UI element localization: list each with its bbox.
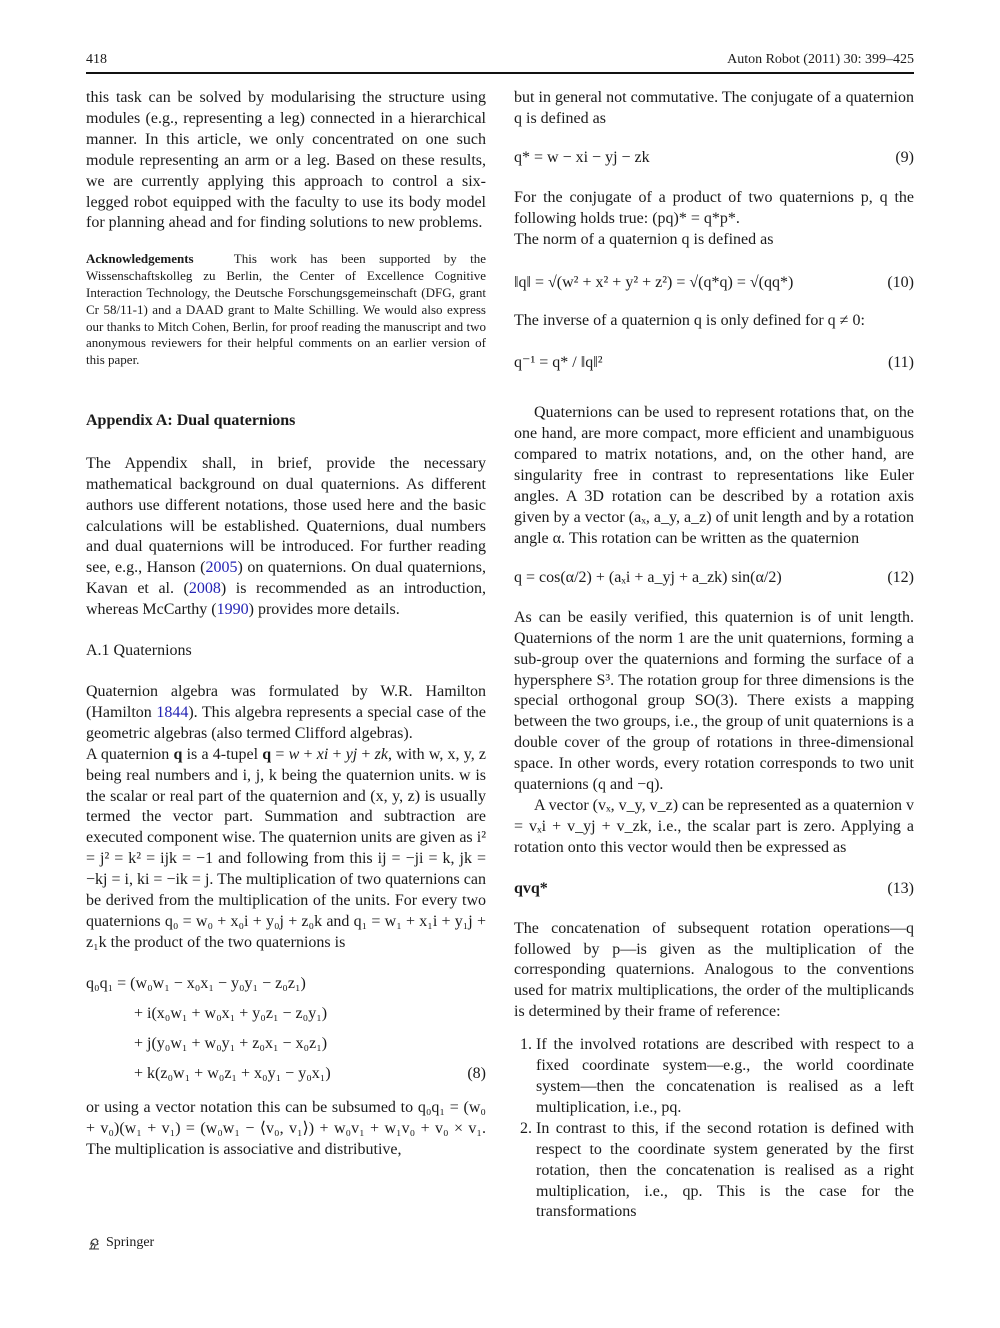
subsection-heading: A.1 Quaternions: [86, 642, 192, 660]
equation-10: ‖q‖ = √(w² + x² + y² + z²) = √(q*q) = √(qq*) (10): [514, 273, 914, 299]
equation-11: q⁻¹ = q* / ‖q‖² (11): [514, 353, 914, 383]
ack-heading: Acknowledgements: [86, 251, 194, 267]
running-header: [86, 52, 914, 74]
concatenation-paragraph: The concatenation of subsequent rotation operations—q followed by p—is given as the multiplication of the corresponding quaternions. Analogous to the conventions used for matrix multiplications, the order of the multiplicands is determined by their frame of reference:: [514, 919, 914, 1021]
rotation-paragraph: Quaternions can be used to represent rotations that, on the one hand, are more compact, more efficient and unambiguous compared to matrix notations, and, on the other hand, are singularity free in contrast to representations like Euler angles. A 3D rotation can be described by a rotation axis given by a vector (aₓ, a_y, a_z) of unit length and by a rotation angle α. This rotation can be written as the quaternion: [514, 404, 914, 547]
appendix-heading: Appendix A: Dual quaternions: [86, 411, 296, 429]
citation-mccarthy[interactable]: 1990: [216, 601, 249, 619]
citation-hanson[interactable]: 2005: [205, 559, 238, 577]
header-rule: [86, 72, 914, 74]
inverse-intro: The inverse of a quaternion q is only defined for q ≠ 0:: [514, 311, 865, 329]
norm-intro: The norm of a quaternion q is defined as: [514, 230, 774, 248]
eq11-number: (11): [887, 354, 914, 372]
eq10-number: (10): [887, 273, 914, 291]
page-footer: [86, 1235, 154, 1251]
left-column: [86, 88, 486, 1160]
list-item: 1. If the involved rotations are described with respect to a fixed coordinate system—e.g., the world coordinate system—then the concatenation is realised as a left multiplication, i.e., pq.: [536, 1035, 914, 1119]
vector-notation-paragraph: or using a vector notation this can be subsumed to q₀q₁ = (w₀ + v₀)(w₁ + v₁) = (w₀w₁ − ⟨v₀, v₁⟩) + w₀v₁ + w₁v₀ + v₀ × v₁. The multiplication is associative and distributive,: [86, 1098, 486, 1158]
citation-kavan[interactable]: 2008: [188, 580, 221, 598]
ack-text: This work has been supported by the Wissenschaftskolleg zu Berlin, the Center of Excellence Cognitive Interaction Technology, the Deutsche Forschungsgemeinschaft (DFG, grant Cr 58/11-1) and a DAAD grant to Malte Schilling. We would also express our thanks to Mitch Cohen, Berlin, for proof reading the manuscript and two anonymous reviewers for their helpful comments on an earlier version of this paper.: [86, 251, 487, 368]
vector-rotation-paragraph: A vector (vₓ, v_y, v_z) can be represented as a quaternion v = vₓi + v_yj + v_zk, i.e., the scalar part is zero. Applying a rotation onto this vector would then be expressed as: [514, 796, 914, 856]
intro-paragraph: this task can be solved by modularising the structure using modules (e.g., representing a leg) connected in a hierarchical manner. In this article, we only concentrated on one such module representing an arm or a leg. Based on these results, we are currently applying this approach to control a six-legged robot equipped with the faculty to use its body model for planning ahead and for finding solutions to new problems.: [86, 89, 486, 232]
list-item: 2. In contrast to this, if the second rotation is defined with respect to the coordinate system generated by the first rotation, then the concatenation is realised as a right multiplication, i.e., qp. This is the case for the transformations: [536, 1119, 914, 1224]
equation-12: q = cos(α/2) + (aₓi + a_yj + a_zk) sin(α/2) (12): [514, 568, 914, 596]
eq8-line-4: + k(z₀w₁ + w₀z₁ + x₀y₁ − y₀x₁): [134, 1064, 331, 1082]
equation-8: [86, 974, 486, 1094]
appendix-intro: The Appendix shall, in brief, provide the necessary mathematical background on dual quaternions. As different authors use different notations, those used here and the basic calculations will be established. Quaternions, dual numbers and dual quaternions will be introduced. For further reading see, e.g., Hanson (2005) on quaternions. On dual quaternions, Kavan et al. (2008) is recommended as an introduction, whereas McCarthy (1990) provides more details.: [86, 454, 486, 619]
eq12-number: (12): [887, 568, 914, 586]
quaternion-definition: A quaternion q is a 4-tupel q = w + xi + yj + zk, with w, x, y, z being real numbers and i, j, k being the quaternion units. w is the scalar or real part of the quaternion and (x, y, z) is usually termed the vector part. Summation and subtraction are executed component wise. The quaternion units are given as i² = j² = k² = ijk = −1 and following from this ij = −ji = k, jk = −kj = i, ki = −ik = j. The multiplication of two quaternions can be derived from the multiplication of the units. For every two quaternions q₀ = w₀ + x₀i + y₀j + z₀k and q₁ = w₁ + x₁i + y₁j + z₁k the product of the two quaternions is: [86, 745, 486, 951]
eq8-line-1: q₀q₁ = (w₀w₁ − x₀x₁ − y₀y₁ − z₀z₁): [86, 974, 306, 992]
quaternion-history: Quaternion algebra was formulated by W.R. Hamilton (Hamilton 1844). This algebra represents a special case of the geometric algebras (also termed Clifford algebras).: [86, 682, 486, 742]
citation-hamilton[interactable]: 1844: [156, 703, 189, 721]
acknowledgements: [86, 251, 486, 369]
eq8-number: (8): [467, 1064, 486, 1082]
eq8-line-2: + i(x₀w₁ + w₀x₁ + y₀z₁ − z₀y₁): [134, 1004, 328, 1022]
eq13-number: (13): [887, 879, 914, 897]
equation-9: q* = w − xi − yj − zk (9): [514, 148, 914, 170]
conjugate-product: For the conjugate of a product of two quaternions p, q the following holds true: (pq)* = q*p*.: [514, 188, 914, 227]
frame-of-reference-list: [514, 1035, 914, 1223]
right-column: [514, 88, 914, 1223]
conjugate-intro: but in general not commutative. The conjugate of a quaternion q is defined as: [514, 89, 914, 127]
unit-quaternion-paragraph: As can be easily verified, this quaternion is of unit length. Quaternions of the norm 1 are the unit quaternions, forming a sub-group over the quaternions and forming the surface of a hypersphere S³. The rotation group for three dimensions is the special orthogonal group SO(3). There exists a mapping between the two groups, i.e., the group of unit quaternions is a double cover of the group of rotations in three-dimensional space. In other words, every rotation corresponds to two unit quaternions (q and −q).: [514, 608, 914, 794]
equation-13: qvq* (13): [514, 879, 914, 901]
page-number: 418: [86, 52, 107, 67]
springer-horse-icon: [86, 1235, 102, 1251]
eq9-number: (9): [895, 148, 914, 166]
publisher-name: Springer: [106, 1235, 155, 1250]
journal-reference: Auton Robot (2011) 30: 399–425: [727, 52, 914, 67]
eq8-line-3: + j(y₀w₁ + w₀y₁ + z₀x₁ − x₀z₁): [134, 1034, 328, 1052]
